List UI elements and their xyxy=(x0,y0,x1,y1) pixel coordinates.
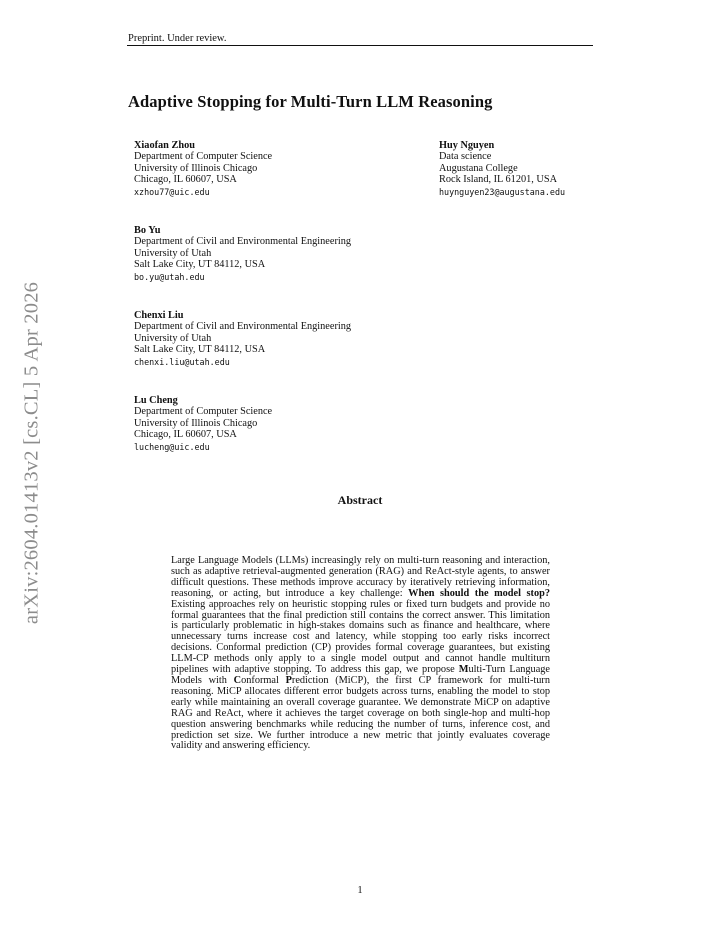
author-affiliation: Data science xyxy=(439,151,492,163)
author-affiliation: University of Utah xyxy=(134,332,212,344)
abstract-heading: Abstract xyxy=(337,493,383,507)
author-name: Huy Nguyen xyxy=(439,140,495,151)
author-name: Bo Yu xyxy=(134,225,161,236)
author-affiliation: Salt Lake City, UT 84112, USA xyxy=(134,344,266,356)
author-block-cheng xyxy=(134,395,272,453)
author-block-zhou xyxy=(134,140,272,198)
abstract-text: ulti-Turn Language Models with xyxy=(171,664,550,686)
author-affiliation: University of Utah xyxy=(134,247,212,259)
author-affiliation: University of Illinois Chicago xyxy=(134,417,258,429)
arxiv-sidebar xyxy=(16,265,48,640)
abstract-text: Existing approaches rely on heuristic stopping rules or fixed turn budgets and provide no formal guarantees that the final prediction still contains the correct answer. This limitation is particularly problematic in high-stakes domains such as finance and healthcare, where unnecessary turns increase cost and latency, while stopping too early risks incorrect decisions. Conformal prediction (CP) provides formal coverage guarantees, but existing LLM-CP methods only apply to a single model output and cannot handle multiturn pipelines with adaptive stopping. To address this gap, we propose xyxy=(171,598,550,676)
page-number: 1 xyxy=(357,885,363,896)
acronym-letter-c: C xyxy=(233,674,242,686)
abstract-text: Large Language Models (LLMs) increasingly rely on multi-turn reasoning and interaction, such as adaptive retrieval-augmented generation (RAG) and ReAct-style agents, to answer difficult questions. These methods improve accuracy by iteratively retrieving information, reasoning, or acting, but introduce a key challenge: xyxy=(171,555,550,599)
author-email[interactable]: xzhou77@uic.edu xyxy=(134,186,210,197)
author-affiliation: Chicago, IL 60607, USA xyxy=(134,429,237,441)
author-affiliation: Department of Computer Science xyxy=(134,406,273,418)
acronym-letter-p: P xyxy=(285,674,292,686)
author-affiliation: Salt Lake City, UT 84112, USA xyxy=(134,259,266,271)
author-email[interactable]: chenxi.liu@utah.edu xyxy=(134,356,230,367)
arxiv-identifier[interactable]: arXiv:2604.01413v2 [cs.CL] 5 Apr 2026 xyxy=(20,281,43,624)
abstract-text: onformal xyxy=(241,674,286,686)
author-block-nguyen xyxy=(439,140,565,198)
author-affiliation: Department of Computer Science xyxy=(134,151,273,163)
author-email[interactable]: lucheng@uic.edu xyxy=(134,441,210,452)
author-affiliation: University of Illinois Chicago xyxy=(134,162,258,174)
author-affiliation: Department of Civil and Environmental Engineering xyxy=(134,236,352,248)
author-affiliation: Augustana College xyxy=(439,162,518,174)
author-email[interactable]: bo.yu@utah.edu xyxy=(134,271,205,282)
author-affiliation: Rock Island, IL 61201, USA xyxy=(439,174,558,186)
author-affiliation: Department of Civil and Environmental Engineering xyxy=(134,321,352,333)
author-name: Xiaofan Zhou xyxy=(134,140,195,151)
author-name: Chenxi Liu xyxy=(134,310,184,321)
author-email[interactable]: huynguyen23@augustana.edu xyxy=(439,186,566,197)
acronym-letter-m: M xyxy=(458,664,469,676)
paper-title: Adaptive Stopping for Multi-Turn LLM Reasoning xyxy=(128,92,493,111)
abstract-body xyxy=(171,556,550,752)
abstract-text: rediction (MiCP), the first CP framework for multi-turn reasoning. MiCP allocates different error budgets across turns, enabling the model to stop early while maintaining an overall coverage guarantee. We demonstrate MiCP on adaptive RAG and ReAct, where it achieves the target coverage on both single-hop and multi-hop question answering benchmarks while reducing the number of turns, inference cost, and prediction set size. We further introduce a new metric that jointly evaluates coverage validity and answering efficiency. xyxy=(171,674,550,752)
header-rule xyxy=(127,45,593,46)
author-block-yu xyxy=(134,225,351,283)
author-name: Lu Cheng xyxy=(134,395,178,406)
author-affiliation: Chicago, IL 60607, USA xyxy=(134,174,237,186)
running-head: Preprint. Under review. xyxy=(128,33,227,44)
abstract-key-question: When should the model stop? xyxy=(408,587,550,599)
author-block-liu xyxy=(134,310,351,368)
